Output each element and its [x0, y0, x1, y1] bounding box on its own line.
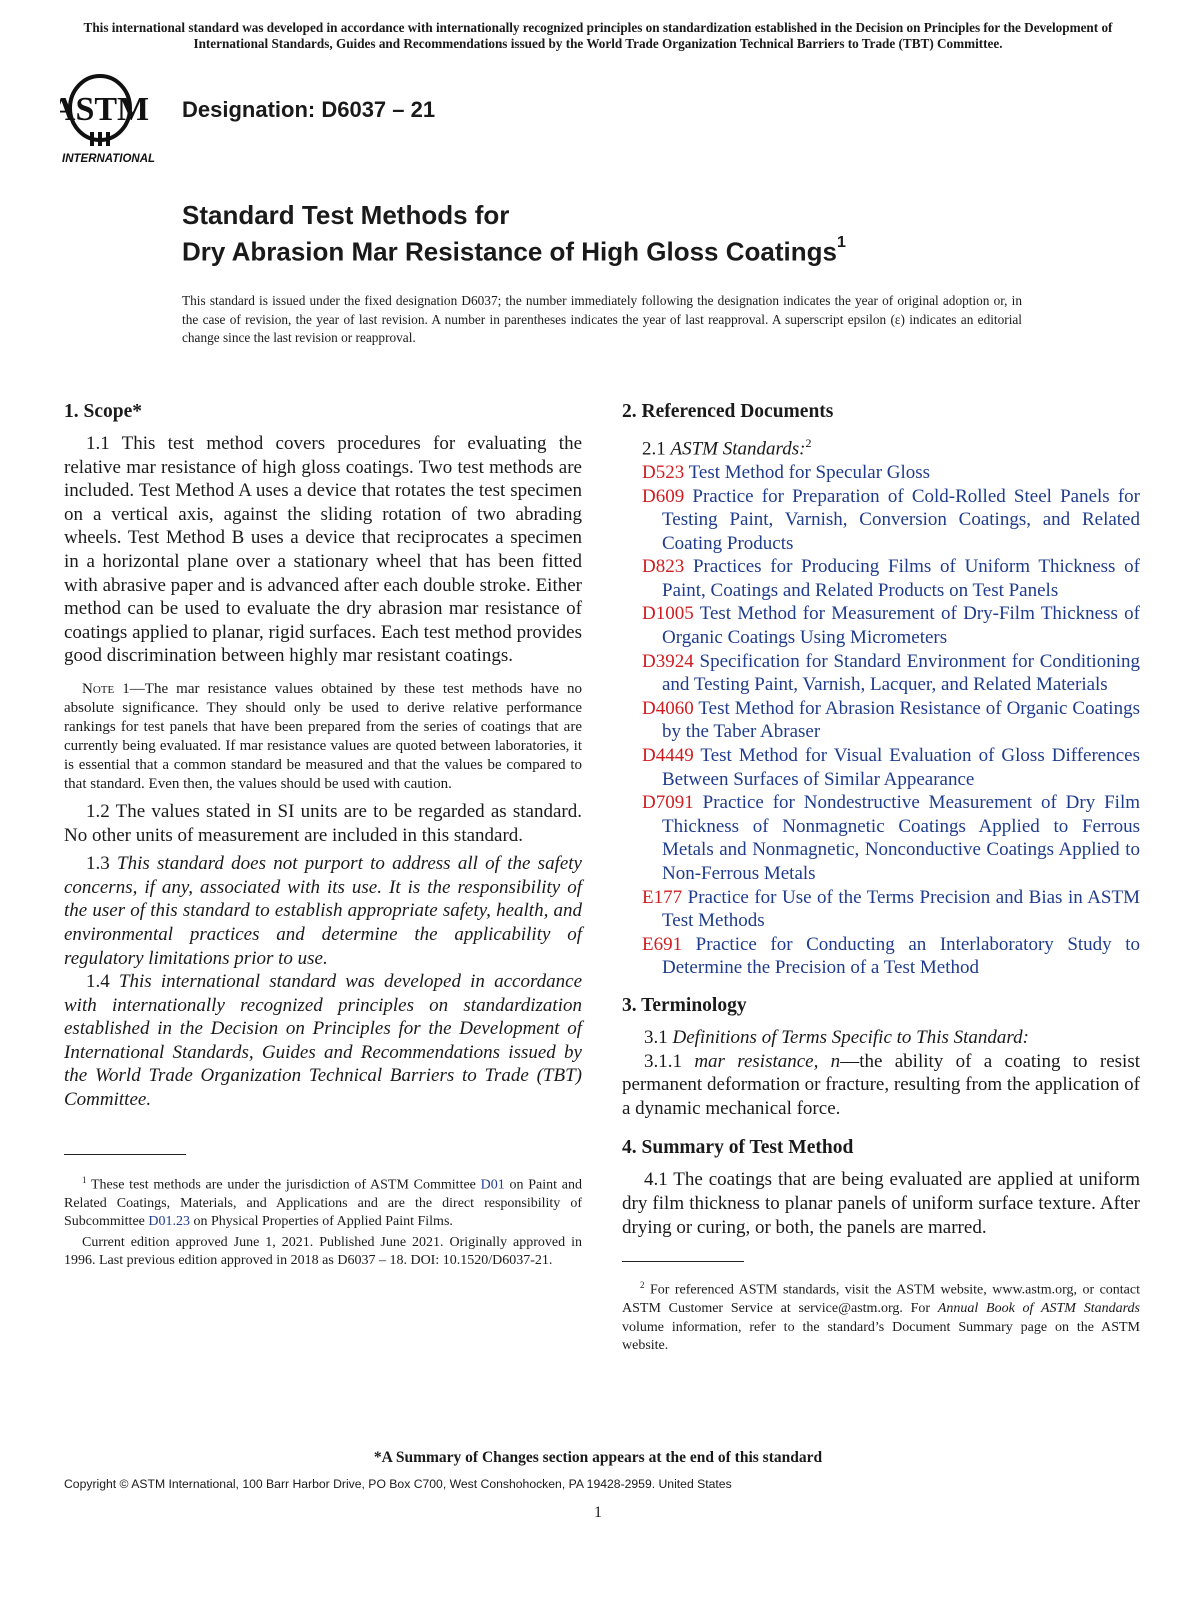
reference-code[interactable]: D609 — [642, 485, 685, 507]
footnote-1-edition: Current edition approved June 1, 2021. Published June 2021. Originally approved in 1996. Last previous edition approved in 2018 as D6037 – 18. DOI: 10.1520/D6037-21. — [64, 1234, 582, 1268]
scope-heading: 1. Scope* — [64, 401, 142, 422]
page-number: 1 — [594, 1504, 602, 1521]
title-footnote-mark: 1 — [836, 234, 846, 251]
copyright: Copyright © ASTM International, 100 Barr Harbor Drive, PO Box C700, West Conshohocken, PA 19428-2959. United States — [64, 1477, 732, 1491]
reference-code[interactable]: E177 — [642, 886, 683, 908]
reference-item[interactable] — [622, 602, 1140, 649]
para-1-4: 1.4 This international standard was developed in accordance with internationally recognized principles on standardization established in the Decision on Principles for the Development of International Standards, Guides and Recommendations issued by the World Trade Organization Technical Barriers to Trade (TBT) Committee. — [64, 971, 583, 1111]
reference-code[interactable]: D823 — [642, 556, 685, 578]
reference-title[interactable]: Practice for Nondestructive Measurement of Dry Film Thickness of Nonmagnetic Coatings Applied to Ferrous Metals and Nonmagnetic, Nonconductive Coatings Applied to Non-Ferrous Metals — [662, 792, 1141, 885]
title-line-2: Dry Abrasion Mar Resistance of High Gloss Coatings$^1$ — [182, 234, 846, 267]
reference-code[interactable]: D1005 — [642, 603, 694, 625]
svg-text:ASTM: ASTM — [60, 91, 150, 128]
right-column — [622, 400, 1140, 1355]
reference-title[interactable]: Practice for Conducting an Interlaboratory Study to Determine the Precision of a Test Method — [662, 933, 1140, 979]
reference-code[interactable]: D4060 — [642, 697, 694, 719]
reference-code[interactable]: D4449 — [642, 745, 694, 767]
svg-text:INTERNATIONAL: INTERNATIONAL — [62, 153, 156, 165]
referenced-heading: 2. Referenced Documents — [622, 401, 834, 422]
para-1-1: 1.1 This test method covers procedures for evaluating the relative mar resistance of high gloss coatings. Two test methods are included. Test Method A uses a device that rotates the test specimen on a vertical axis, against the sliding rotation of two abrading wheels. Test Method B uses a device that reciprocates a specimen in a horizontal plane over a stationary wheel that has been fitted with abrasive paper and is advanced after each double stroke. Either method can be used to evaluate the dry abrasion mar resistance of coatings applied to planar, rigid surfaces. Each test method provides good discrimination between highly mar resistant coatings. — [64, 433, 582, 667]
reference-item[interactable] — [622, 791, 1140, 885]
subcommittee-link[interactable]: D01.23 — [148, 1214, 191, 1230]
reference-item[interactable] — [622, 886, 1140, 933]
reference-item[interactable] — [622, 461, 1140, 485]
left-column — [64, 400, 582, 1270]
reference-item[interactable] — [622, 650, 1140, 697]
para-3-1: 3.1 Definitions of Terms Specific to This Standard: — [644, 1026, 1029, 1048]
footnote-rule — [64, 1154, 186, 1155]
footnote-1: $^1$ These test methods are under the jurisdiction of ASTM Committee D01 on Paint and Related Coatings, Materials, and Applications and are the direct responsibility of Subcommittee D01.23 on Physical Properties of Applied Paint Films. — [64, 1174, 583, 1230]
reference-item[interactable] — [622, 697, 1140, 744]
reference-title[interactable]: Practices for Producing Films of Uniform Thickness of Paint, Coatings and Related Products on Test Panels — [662, 556, 1141, 601]
astm-standards-label: 2.1 ASTM Standards:$^2$ — [642, 436, 812, 460]
reference-title[interactable]: Test Method for Specular Gloss — [688, 461, 931, 483]
para-1-3: 1.3 This standard does not purport to address all of the safety concerns, if any, associated with its use. It is the responsibility of the user of this standard to establish appropriate safety, health, and environmental practices and determine the applicability of regulatory limitations prior to use. — [64, 853, 582, 969]
reference-code[interactable]: D523 — [642, 461, 685, 483]
summary-of-changes-note: *A Summary of Changes section appears at the end of this standard — [373, 1449, 823, 1466]
astm-logo — [60, 68, 172, 168]
reference-code[interactable]: E691 — [642, 933, 683, 955]
footnote-2: $^2$ For referenced ASTM standards, visit the ASTM website, www.astm.org, or contact ASTM Customer Service at service@astm.org. For Annual Book of ASTM Standards volume information, refer to the standard’s Document Summary page on the ASTM website. — [622, 1280, 1140, 1354]
preamble: This standard is issued under the fixed designation D6037; the number immediately following the designation indicates the year of original adoption or, in the case of revision, the year of last revision. A number in parentheses indicates the year of last reapproval. A superscript epsilon (ε) indicates an editorial change since the last revision or reapproval. — [182, 293, 1022, 345]
title-line-1: Standard Test Methods for — [182, 200, 510, 230]
summary-heading: 4. Summary of Test Method — [622, 1137, 854, 1159]
reference-item[interactable] — [622, 744, 1140, 791]
committee-link[interactable]: D01 — [480, 1177, 505, 1193]
reference-item[interactable] — [622, 555, 1140, 602]
referenced-list — [622, 461, 1140, 980]
reference-title[interactable]: Practice for Preparation of Cold-Rolled Steel Panels for Testing Paint, Varnish, Conversion Coatings, and Related Coating Products — [662, 485, 1141, 554]
terminology-heading: 3. Terminology — [622, 994, 747, 1016]
footnote-rule-2 — [622, 1261, 744, 1262]
reference-code[interactable]: D7091 — [642, 792, 694, 814]
document-title — [182, 199, 846, 268]
para-1-2: 1.2 The values stated in SI units are to be regarded as standard. No other units of measurement are included in this standard. — [64, 800, 582, 846]
reference-title[interactable]: Test Method for Abrasion Resistance of Organic Coatings by the Taber Abraser — [662, 697, 1140, 743]
top-notice: This international standard was developed in accordance with internationally recognized principles on standardization established in the Decision on Principles for the Development of International Standards, Guides and Recommendations issued by the World Trade Organization Technical Barriers to Trade (TBT) Committee. — [83, 20, 1113, 51]
reference-title[interactable]: Test Method for Visual Evaluation of Gloss Differences Between Surfaces of Similar Appearance — [662, 745, 1140, 790]
reference-title[interactable]: Practice for Use of the Terms Precision and Bias in ASTM Test Methods — [662, 886, 1140, 932]
reference-title[interactable]: Test Method for Measurement of Dry-Film Thickness of Organic Coatings Using Micrometers — [662, 603, 1140, 649]
designation: Designation: D6037 – 21 — [182, 97, 436, 122]
reference-item[interactable] — [622, 485, 1140, 556]
para-3-1-1: 3.1.1 mar resistance, n—the ability of a coating to resist permanent deformation or fracture, resulting from the application of a dynamic mechanical force. — [622, 1050, 1140, 1119]
reference-item[interactable] — [622, 933, 1140, 980]
reference-code[interactable]: D3924 — [642, 650, 694, 672]
reference-title[interactable]: Specification for Standard Environment for Conditioning and Testing Paint, Varnish, Lacquer, and Related Materials — [662, 650, 1140, 696]
note-1: Note 1—The mar resistance values obtained by these test methods have no absolute significance. They should only be used to derive relative performance rankings for test panels that have been prepared from the series of coatings that are currently being evaluated. If mar resistance values are quoted between laboratories, it is essential that a common standard be measured and that the values be compared to that standard. Even then, the values should be used with caution. — [64, 680, 583, 792]
para-4-1: 4.1 The coatings that are being evaluated are applied at uniform dry film thickness to planar panels of uniform surface texture. After drying or curing, or both, the panels are marred. — [622, 1169, 1140, 1238]
